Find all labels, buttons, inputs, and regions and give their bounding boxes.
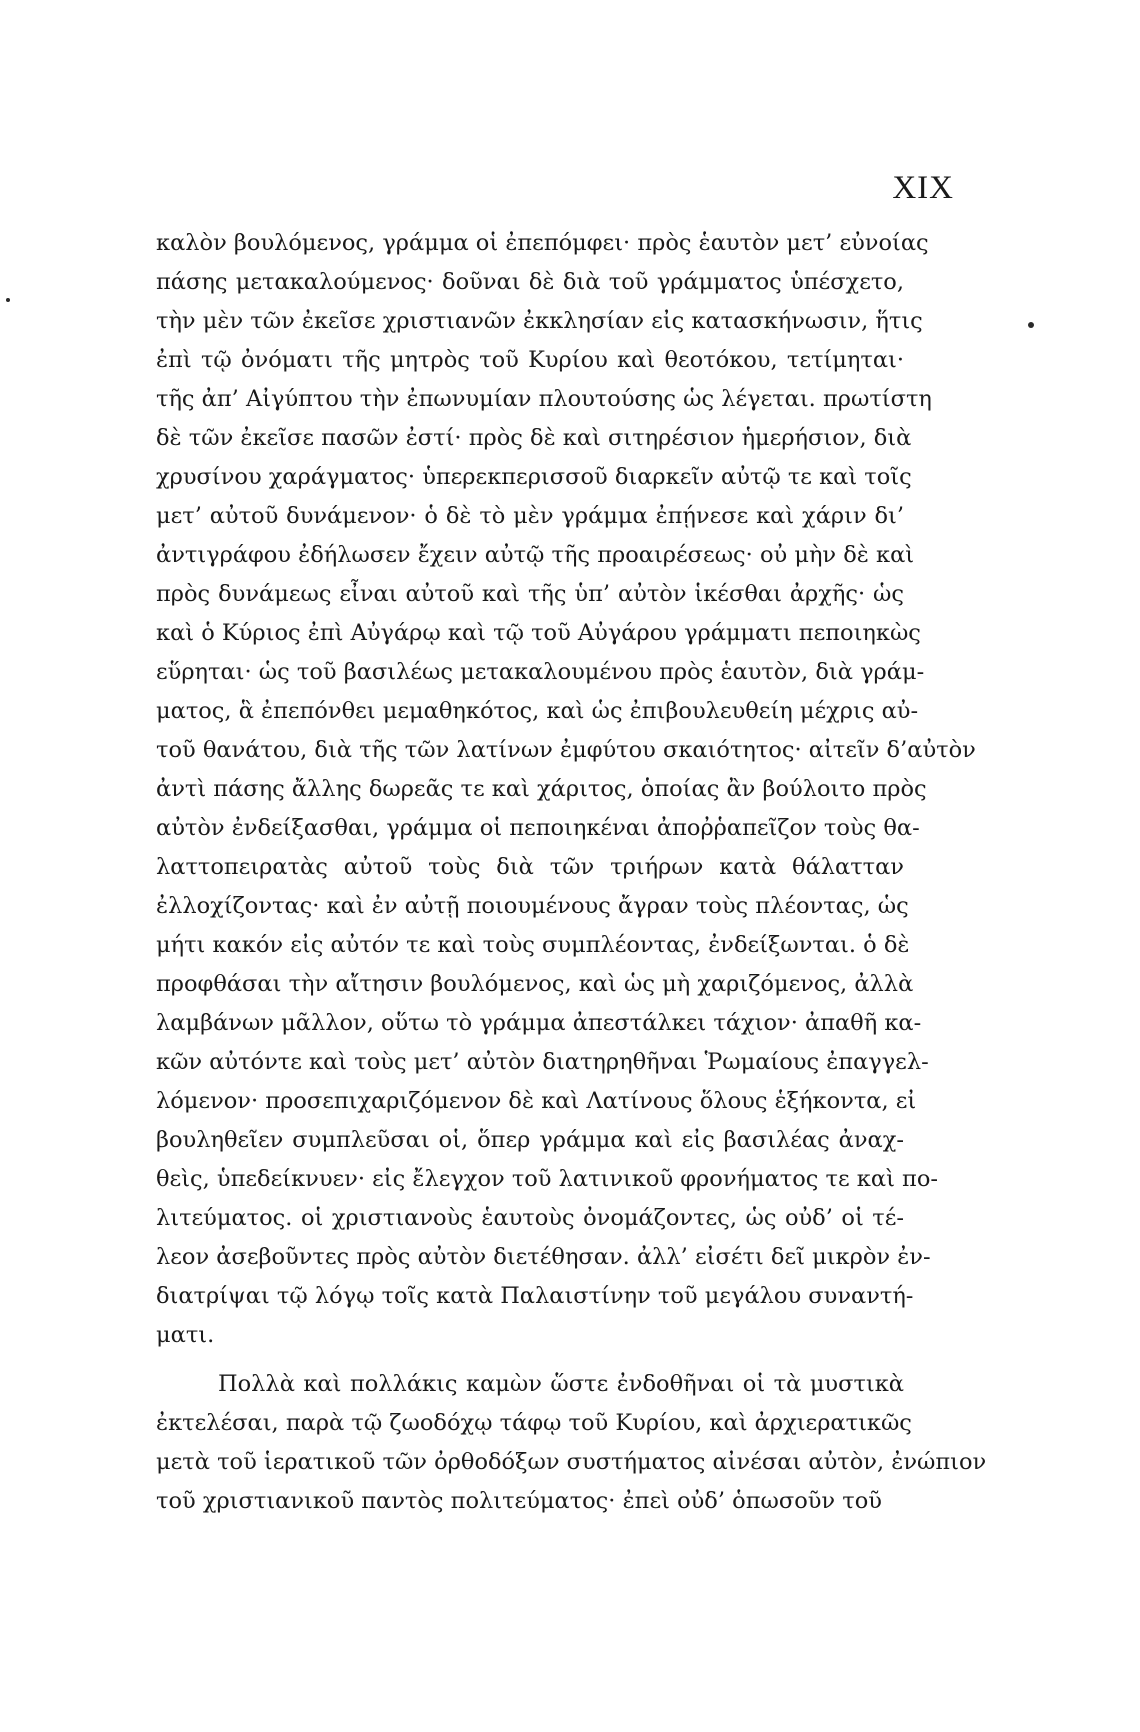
speck-mark-left [6, 298, 10, 302]
text-line: πρὸς δυνάμεως εἶναι αὐτοῦ καὶ τῆς ὑπ’ αὐτὸν ἱκέσθαι ἀρχῆς· ὡς [156, 581, 904, 607]
text-line: ματι. [156, 1322, 215, 1348]
text-line: διατρίψαι τῷ λόγῳ τοῖς κατὰ Παλαιστίνην τοῦ μεγάλου συναντή- [156, 1283, 914, 1309]
text-line: λεον ἀσεβοῦντες πρὸς αὐτὸν διετέθησαν. ἀλλ’ εἰσέτι δεῖ μικρὸν ἐν- [156, 1244, 931, 1270]
page-number: XIX [892, 170, 954, 206]
text-line: μετ’ αὐτοῦ δυνάμενον· ὁ δὲ τὸ μὲν γράμμα ἐπῄνεσε καὶ χάριν δι’ [156, 503, 904, 529]
text-line: λιτεύματος. οἱ χριστιανοὺς ἑαυτοὺς ὀνομάζοντες, ὡς οὐδ’ οἱ τέ- [156, 1205, 904, 1231]
text-line: ἀντὶ πάσης ἄλλης δωρεᾶς τε καὶ χάριτος, ὁποίας ἂν βούλοιτο πρὸς [156, 776, 927, 802]
text-line: λαττοπειρατὰς αὐτοῦ τοὺς διὰ τῶν τριήρων κατὰ θάλατταν [156, 854, 904, 880]
text-line: τοῦ χριστιανικοῦ παντὸς πολιτεύματος· ἐπεὶ οὐδ’ ὁπωσοῦν τοῦ [156, 1488, 882, 1514]
text-line: μήτι κακόν εἰς αὐτόν τε καὶ τοὺς συμπλέοντας, ἐνδείξωνται. ὁ δὲ [156, 932, 910, 958]
text-line: τὴν μὲν τῶν ἐκεῖσε χριστιανῶν ἐκκλησίαν εἰς κατασκήνωσιν, ἥτις [156, 308, 923, 334]
text-line: προφθάσαι τὴν αἴτησιν βουλόμενος, καὶ ὡς μὴ χαριζόμενος, ἀλλὰ [156, 971, 914, 997]
paragraph-gap [156, 1355, 904, 1365]
text-line: ἐπὶ τῷ ὀνόματι τῆς μητρὸς τοῦ Κυρίου καὶ θεοτόκου, τετίμηται· [156, 347, 904, 373]
text-line: ἐλλοχίζοντας· καὶ ἐν αὐτῇ ποιουμένους ἄγραν τοὺς πλέοντας, ὡς [156, 893, 909, 919]
text-line: καλὸν βουλόμενος, γράμμα οἱ ἐπεπόμφει· πρὸς ἑαυτὸν μετ’ εὐνοίας [156, 230, 929, 256]
text-line: τῆς ἀπ’ Αἰγύπτου τὴν ἐπωνυμίαν πλουτούσης ὡς λέγεται. πρωτίστη [156, 386, 932, 412]
text-line: πάσης μετακαλούμενος· δοῦναι δὲ διὰ τοῦ γράμματος ὑπέσχετο, [156, 269, 904, 295]
text-line: λόμενον· προσεπιχαριζόμενον δὲ καὶ Λατίνους ὅλους ἑξήκοντα, εἰ [156, 1088, 917, 1114]
text-line: καὶ ὁ Κύριος ἐπὶ Αὐγάρῳ καὶ τῷ τοῦ Αὐγάρου γράμματι πεποιηκὼς [156, 620, 921, 646]
text-line: ματος, ἃ ἐπεπόνθει μεμαθηκότος, καὶ ὡς ἐπιβουλευθείη μέχρις αὐ- [156, 698, 919, 724]
text-line: θεὶς, ὑπεδείκνυεν· εἰς ἔλεγχον τοῦ λατινικοῦ φρονήματος τε καὶ πο- [156, 1166, 938, 1192]
text-line: βουληθεῖεν συμπλεῦσαι οἱ, ὅπερ γράμμα καὶ εἰς βασιλέας ἀναχ- [156, 1127, 904, 1153]
text-line: ἐκτελέσαι, παρὰ τῷ ζωοδόχῳ τάφῳ τοῦ Κυρίου, καὶ ἀρχιερατικῶς [156, 1410, 912, 1436]
text-line: εὕρηται· ὡς τοῦ βασιλέως μετακαλουμένου πρὸς ἑαυτὸν, διὰ γράμ- [156, 659, 925, 685]
text-line: αὐτὸν ἐνδείξασθαι, γράμμα οἱ πεποιηκέναι ἀποῤῥαπεῖζον τοὺς θα- [156, 815, 920, 841]
speck-mark-right [1028, 322, 1034, 328]
text-line: τοῦ θανάτου, διὰ τῆς τῶν λατίνων ἐμφύτου σκαιότητος· αἰτεῖν δ’αὐτὸν [156, 737, 976, 763]
body-text [156, 224, 987, 1521]
text-line: Πολλὰ καὶ πολλάκις καμὼν ὥστε ἐνδοθῆναι οἱ τὰ μυστικὰ [218, 1371, 904, 1397]
text-line: μετὰ τοῦ ἱερατικοῦ τῶν ὀρθοδόξων συστήματος αἰνέσαι αὐτὸν, ἐνώπιον [156, 1449, 987, 1475]
text-line: ἀντιγράφου ἐδήλωσεν ἔχειν αὐτῷ τῆς προαιρέσεως· οὐ μὴν δὲ καὶ [156, 542, 915, 568]
text-line: δὲ τῶν ἐκεῖσε πασῶν ἐστί· πρὸς δὲ καὶ σιτηρέσιον ἡμερήσιον, διὰ [156, 425, 912, 451]
text-line: κῶν αὐτόντε καὶ τοὺς μετ’ αὐτὸν διατηρηθῆναι Ῥωμαίους ἐπαγγελ- [156, 1049, 929, 1075]
text-line: λαμβάνων μᾶλλον, οὕτω τὸ γράμμα ἀπεστάλκει τάχιον· ἀπαθῆ κα- [156, 1010, 922, 1036]
text-line: χρυσίνου χαράγματος· ὑπερεκπερισσοῦ διαρκεῖν αὐτῷ τε καὶ τοῖς [156, 464, 912, 490]
